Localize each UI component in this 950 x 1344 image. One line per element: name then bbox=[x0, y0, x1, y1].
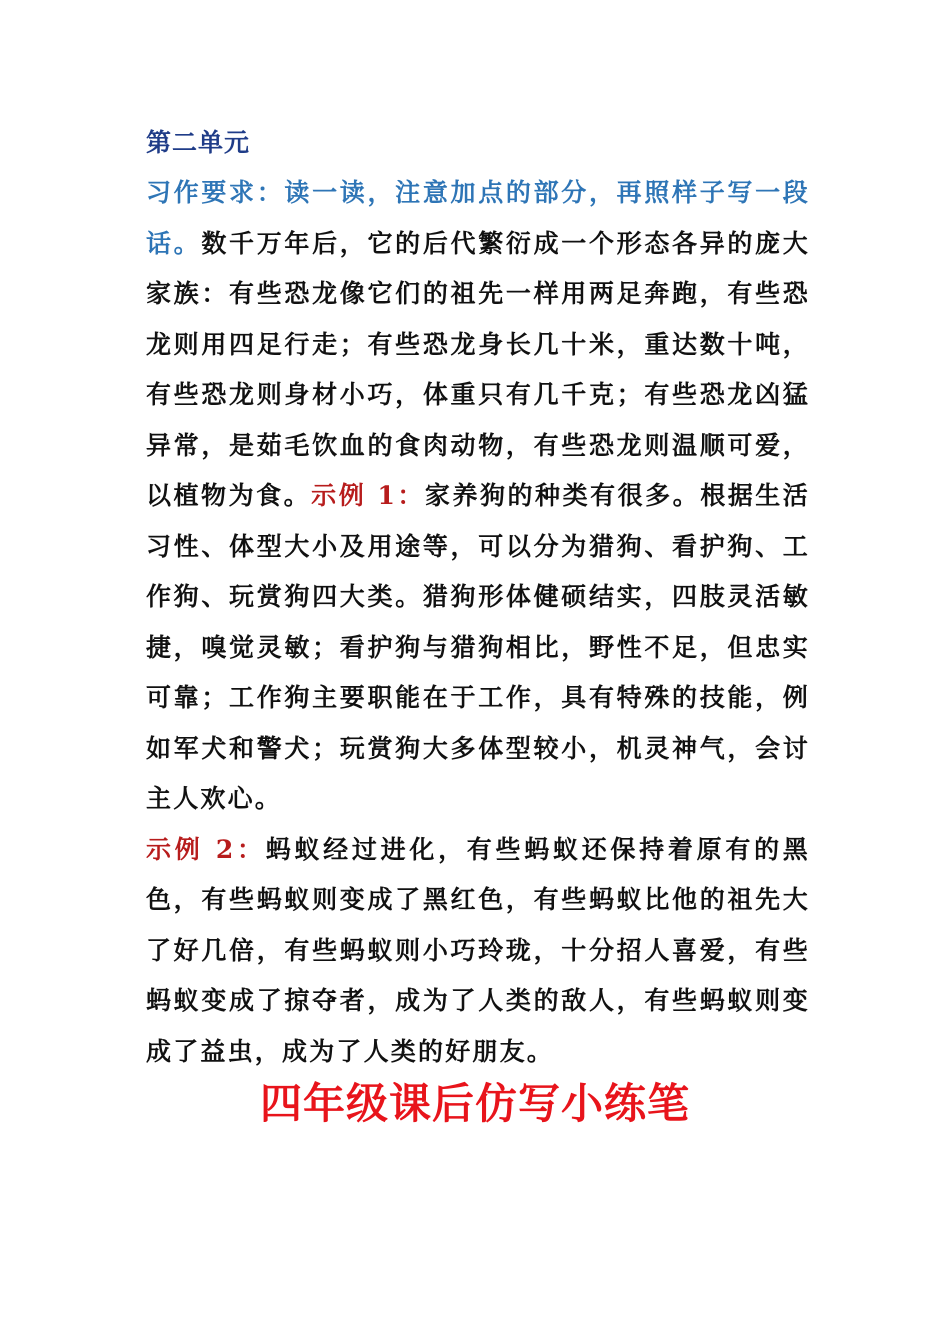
footer-title: 四年级课后仿写小练笔 bbox=[259, 1079, 690, 1128]
unit-title: 第二单元 bbox=[146, 128, 251, 157]
example1-text: 家养狗的种类有很多。根据生活习性、体型大小及用途等，可以分为猎狗、看护狗、工作狗、玩赏狗四大类。猎狗形体健硕结实，四肢灵活敏捷，嗅觉灵敏；看护狗与猎狗相比，野性不足，但忠实可靠；工作狗主要职能在于工作，具有特殊的技能，例如军犬和警犬；玩赏狗大多体型较小，机灵神气，会讨主人欢心。 bbox=[146, 481, 810, 813]
requirement-paragraph bbox=[146, 168, 810, 825]
example2-label: 示例 2： bbox=[146, 834, 266, 864]
document-body bbox=[146, 118, 810, 1077]
requirement-label: 习作要求：读一读，注意加点的部分，再照样子写一段话。 bbox=[146, 178, 810, 258]
example2-paragraph bbox=[146, 825, 810, 1078]
example2-text: 蚂蚁经过进化，有些蚂蚁还保持着原有的黑色，有些蚂蚁则变成了黑红色，有些蚂蚁比他的祖先大了好几倍，有些蚂蚁则小巧玲珑，十分招人喜爱，有些蚂蚁变成了掠夺者，成为了人类的敌人，有些蚂蚁则变成了益虫，成为了人类的好朋友。 bbox=[146, 834, 810, 1066]
requirement-passage: 数千万年后，它的后代繁衍成一个形态各异的庞大家族：有些恐龙像它们的祖先一样用两足奔跑，有些恐龙则用四足行走；有些恐龙身长几十米，重达数十吨，有些恐龙则身材小巧，体重只有几千克；有些恐龙凶猛异常，是茹毛饮血的食肉动物，有些恐龙则温顺可爱，以植物为食。 bbox=[146, 228, 810, 510]
example1-label: 示例 1： bbox=[311, 481, 425, 510]
